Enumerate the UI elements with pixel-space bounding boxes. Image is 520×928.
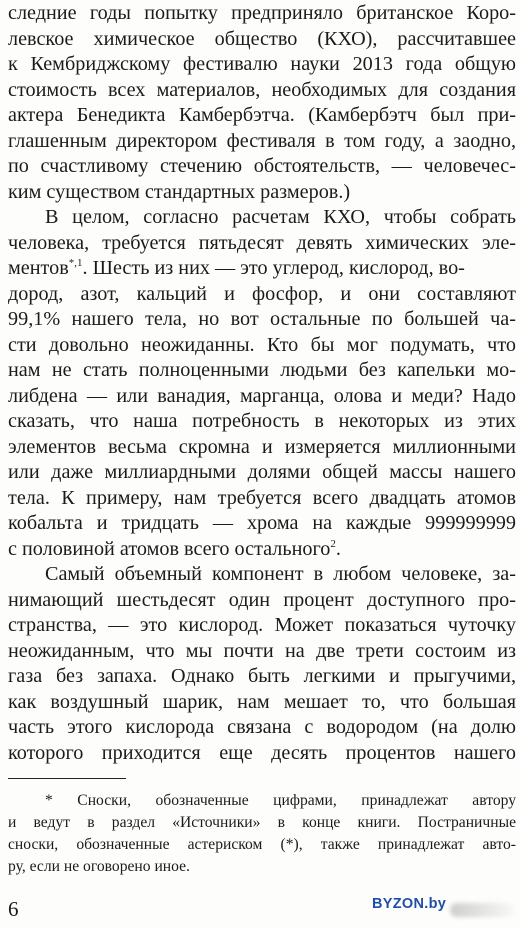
body-line-text: ментов [8,257,69,279]
body-line: нимающий шестьдесят один процент доступного про- [8,588,516,611]
body-line: человека, требуется пятьдесят девять химических эле- [8,231,516,254]
body-line: сказать, что наша потребность в некоторых из этих [8,410,516,432]
paragraph-start-line: В целом, согласно расчетам КХО, чтобы собрать [45,206,516,228]
body-line: неожиданным, что мы почти на две трети состоим из [8,639,516,662]
body-line: как воздушный шарик, нам мешает то, что большая [8,690,516,713]
body-line: дород, азот, кальций и фосфор, и они составляют [8,282,516,305]
page-number: 6 [8,897,19,921]
body-line-with-reference: ментов$^{*,1}$. Шесть из них — это углерод, кислород, во- [8,257,465,279]
body-line: элементов весьма скромна и измеряется миллионными [8,435,516,458]
body-line: либдена — или ванадия, марганца, олова и меди? Надо [8,384,516,407]
body-line: тела. К примеру, нам требуется всего двадцать атомов [8,486,516,509]
body-line: странства, — это кислород. Может показаться чуточку [8,614,516,636]
body-line: стоимость всех материалов, необходимых для создания [8,78,516,101]
footnote-line: * Сноски, обозначенные цифрами, принадлежат автору [45,792,516,809]
footnote-reference: 2 [330,537,336,550]
footnote-line: ру, если не оговорено иное. [8,858,190,875]
body-line: нам не стать полноценными людьми без капельки мо- [8,359,516,381]
footnote-reference: *,1 [68,257,83,269]
body-line-text: с половиной атомов всего остального [8,537,331,560]
footnote-line: сноски, обозначенные астериском (*), также принадлежат авто- [8,836,516,853]
body-line: левское химическое общество (КХО), рассчитавшее [8,27,516,50]
body-line: актера Бенедикта Камбербэтча. (Камбербэтч был при- [8,104,516,126]
body-line-text: Шесть из них — это углерод, кислород, во- [92,257,465,279]
footnote-line: и ведут в раздел «Источники» в конце книги. Постраничные [8,814,516,831]
body-line: по счастливому стечению обстоятельств, — человечес- [8,155,516,177]
watermark-smudge [450,903,514,917]
body-line: 99,1% нашего тела, но вот остальные по большей ча- [8,308,516,330]
body-line: глашенным директором фестиваля в том году, а заодно, [8,129,516,152]
body-line: сти довольно неожиданны. Кто бы мог подумать, что [8,333,516,356]
paragraph-start-line: Самый объемный компонент в любом человеке, за- [45,563,516,585]
body-line-with-reference: с половиной атомов всего остального$^2$. [8,537,341,560]
body-line: или даже миллиардными долями общей массы нашего [8,461,516,483]
watermark-logo: BYZON.by [372,896,447,912]
body-line: часть этого кислорода связана с водородом (на долю [8,716,516,738]
body-line: следние годы попытку предприняло британское Коро- [8,2,516,24]
body-line: кобальта и тридцать — хрома на каждые 999999999 [8,512,516,534]
body-line: ким существом стандартных размеров.) [8,180,351,203]
body-line: газа без запаха. Однако быть легкими и прыгучими, [8,665,516,687]
footnote-divider [8,778,126,779]
body-line: которого приходится еще десять процентов нашего [8,741,516,764]
body-line: к Кембриджскому фестивалю науки 2013 года общую [8,53,516,75]
